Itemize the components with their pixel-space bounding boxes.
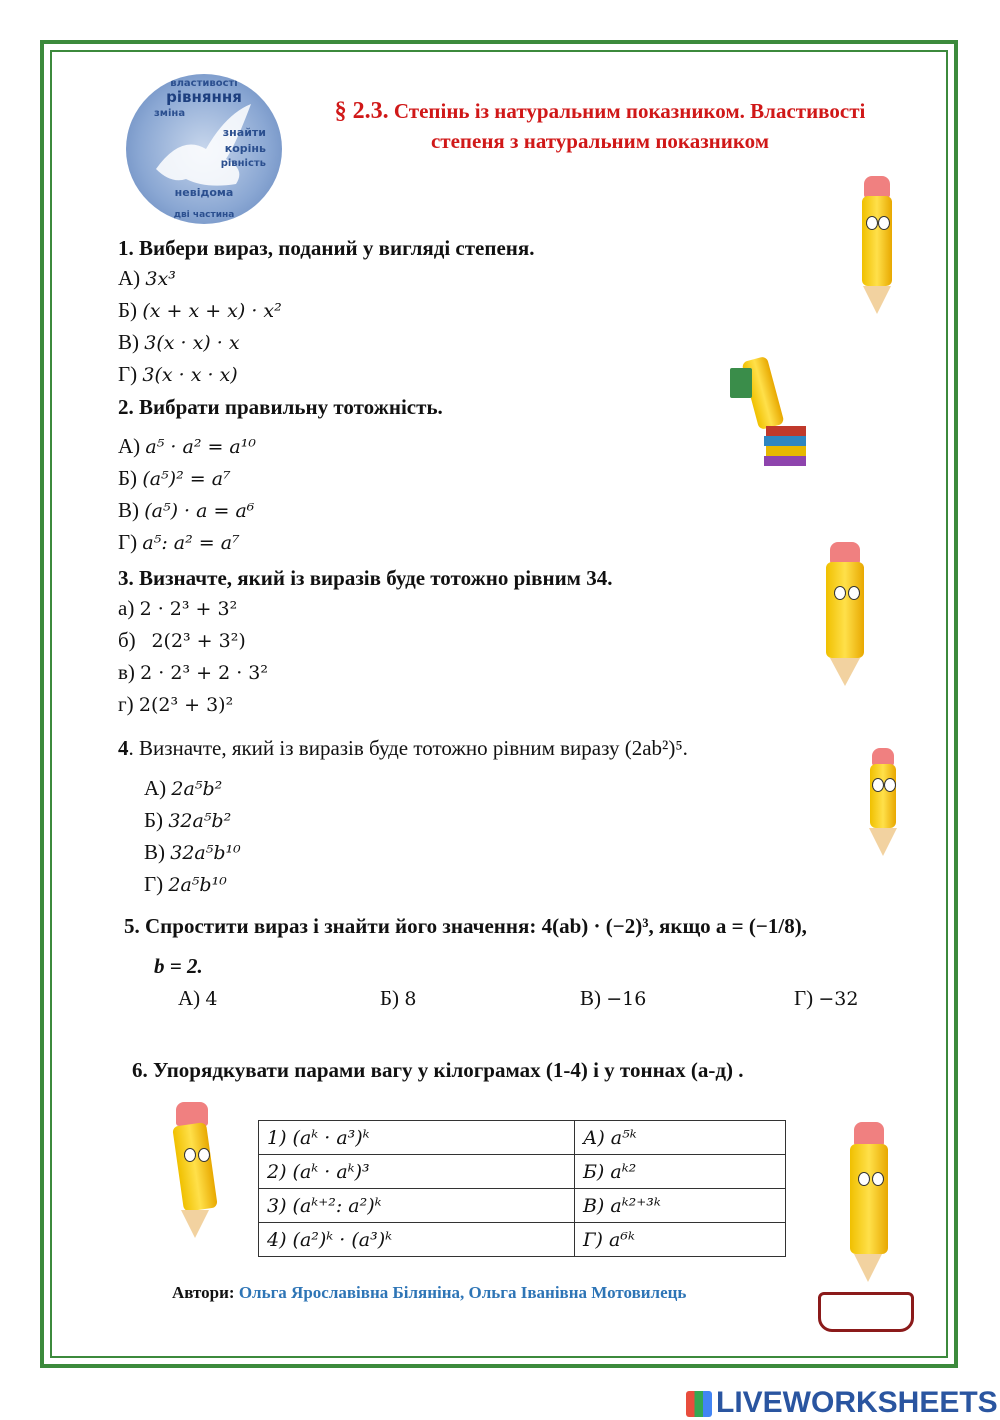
logo-word: дві частина xyxy=(173,210,235,220)
option-expr: (a⁵) · a = a⁶ xyxy=(144,500,255,522)
q1-option-a[interactable] xyxy=(118,264,176,293)
logo-word: рівність xyxy=(220,158,266,169)
question-number: 4 xyxy=(118,736,129,760)
left-cell[interactable]: 1) (aᵏ · a³)ᵏ xyxy=(259,1121,575,1155)
option-expr: 4 xyxy=(205,988,218,1010)
right-cell[interactable]: Б) aᵏ² xyxy=(574,1155,785,1189)
question-3-heading: 3. Визначте, який із виразів буде тотожно рівним 34. xyxy=(118,566,613,590)
option-expr: 2 · 2³ + 2 · 3² xyxy=(140,662,268,684)
table-row xyxy=(259,1189,786,1223)
option-expr: 8 xyxy=(404,988,417,1010)
option-label: А) xyxy=(118,434,141,458)
option-label: В) xyxy=(118,330,139,354)
option-expr: 2a⁵b² xyxy=(171,778,223,800)
option-label: Г) xyxy=(794,986,814,1010)
q2-option-a[interactable] xyxy=(118,432,256,461)
question-1-heading: 1. Вибери вираз, поданий у вигляді степеня. xyxy=(118,236,535,260)
option-expr: 3(x · x · x) xyxy=(142,364,238,386)
option-label: Б) xyxy=(118,466,138,490)
option-label: В) xyxy=(144,840,165,864)
option-expr: (a⁵)² = a⁷ xyxy=(142,468,231,490)
q2-option-c[interactable] xyxy=(118,496,254,525)
option-label: а) xyxy=(118,596,135,620)
q3-option-c[interactable] xyxy=(118,658,268,687)
option-expr: (x + x + x) · x² xyxy=(142,300,282,322)
q1-option-d[interactable] xyxy=(118,360,238,389)
option-label: В) xyxy=(580,986,601,1010)
pencil-mascot-icon xyxy=(858,748,908,858)
watermark-text: LIVEWORKSHEETS xyxy=(716,1386,998,1419)
option-label: Г) xyxy=(118,530,138,554)
pencil-mascot-icon xyxy=(846,176,906,326)
option-expr: 2a⁵b¹⁰ xyxy=(168,874,227,896)
option-expr: −16 xyxy=(606,988,647,1010)
option-label: Г) xyxy=(118,362,138,386)
logo-word: знайти xyxy=(222,126,266,139)
authors-names: Ольга Ярославівна Біляніна, Ольга Іванівна Мотовилець xyxy=(238,1283,687,1302)
option-expr: 32a⁵b² xyxy=(168,810,232,832)
right-cell[interactable]: Г) a⁶ᵏ xyxy=(574,1223,785,1257)
logo-word: невідома xyxy=(174,186,234,199)
page-title xyxy=(270,96,930,156)
left-cell[interactable]: 2) (aᵏ · aᵏ)³ xyxy=(259,1155,575,1189)
pencil-reading-books-icon xyxy=(730,354,806,474)
table-row xyxy=(259,1155,786,1189)
q3-option-a[interactable] xyxy=(118,594,237,623)
option-expr: a⁵: a² = a⁷ xyxy=(142,532,240,554)
logo-word: корінь xyxy=(224,142,266,155)
option-label: Б) xyxy=(380,986,400,1010)
question-5-heading: 5. Спростити вираз і знайти його значення: 4(ab) · (−2)³, якщо a = (−1/8), xyxy=(124,914,807,938)
title-line-2: степеня з натуральним показником xyxy=(430,129,770,153)
option-expr: 2(2³ + 3²) xyxy=(151,630,246,652)
q5-option-c[interactable] xyxy=(580,984,646,1013)
q5-option-b[interactable] xyxy=(380,984,416,1013)
option-expr: 3x³ xyxy=(145,268,176,290)
option-expr: 2 · 2³ + 3² xyxy=(139,598,238,620)
matching-table xyxy=(258,1120,786,1257)
question-4-heading xyxy=(118,734,688,762)
option-expr: −32 xyxy=(818,988,859,1010)
option-label: г) xyxy=(118,692,134,716)
pencil-on-book-icon xyxy=(818,1122,914,1342)
option-label: Б) xyxy=(144,808,164,832)
q2-option-b[interactable] xyxy=(118,464,231,493)
question-2-heading: 2. Вибрати правильну тотожність. xyxy=(118,395,443,419)
option-label: А) xyxy=(178,986,201,1010)
option-label: А) xyxy=(144,776,167,800)
word-cloud-logo xyxy=(126,74,282,224)
logo-word: рівняння xyxy=(166,88,242,106)
option-label: в) xyxy=(118,660,135,684)
q1-option-c[interactable] xyxy=(118,328,240,357)
option-label: б) xyxy=(118,628,136,652)
authors-label: Автори: xyxy=(172,1283,235,1302)
option-expr: a⁵ · a² = a¹⁰ xyxy=(145,436,256,458)
q1-option-b[interactable] xyxy=(118,296,282,325)
table-row xyxy=(259,1121,786,1155)
left-cell[interactable]: 4) (a²)ᵏ · (a³)ᵏ xyxy=(259,1223,575,1257)
q4-option-d[interactable] xyxy=(144,870,227,899)
q4-option-c[interactable] xyxy=(144,838,241,867)
option-expr: 32a⁵b¹⁰ xyxy=(170,842,241,864)
logo-word: зміна xyxy=(154,108,186,119)
table-row xyxy=(259,1223,786,1257)
q4-option-b[interactable] xyxy=(144,806,231,835)
title-line-1: Степінь із натуральним показником. Властивості xyxy=(393,99,866,123)
option-label: Б) xyxy=(118,298,138,322)
liveworksheets-logo-icon xyxy=(686,1391,712,1417)
pencil-mascot-icon xyxy=(796,542,892,698)
q5-option-a[interactable] xyxy=(178,984,218,1013)
q5-option-d[interactable] xyxy=(794,984,859,1013)
logo-word: властивості xyxy=(170,78,238,89)
pencil-mascot-icon xyxy=(168,1102,240,1246)
section-number: § 2.3. xyxy=(334,98,389,124)
option-expr: 2(2³ + 3)² xyxy=(138,694,234,716)
authors-line xyxy=(172,1283,686,1303)
q3-option-d[interactable] xyxy=(118,690,233,719)
question-6-heading: 6. Упорядкувати парами вагу у кілограмах (1-4) і у тоннах (а-д) . xyxy=(132,1058,744,1082)
q3-option-b[interactable] xyxy=(118,626,246,655)
question-text: . Визначте, який із виразів буде тотожно рівним виразу (2ab²)⁵. xyxy=(128,736,688,760)
left-cell[interactable]: 3) (aᵏ⁺²: a²)ᵏ xyxy=(259,1189,575,1223)
right-cell[interactable]: В) aᵏ²⁺³ᵏ xyxy=(574,1189,785,1223)
option-label: А) xyxy=(118,266,141,290)
right-cell[interactable]: А) a⁵ᵏ xyxy=(574,1121,785,1155)
q2-option-d[interactable] xyxy=(118,528,240,557)
question-5-heading-cont: b = 2. xyxy=(154,954,203,978)
q4-option-a[interactable] xyxy=(144,774,222,803)
option-label: Г) xyxy=(144,872,164,896)
option-expr: 3(x · x) · x xyxy=(144,332,240,354)
option-label: В) xyxy=(118,498,139,522)
liveworksheets-watermark[interactable] xyxy=(686,1386,998,1420)
